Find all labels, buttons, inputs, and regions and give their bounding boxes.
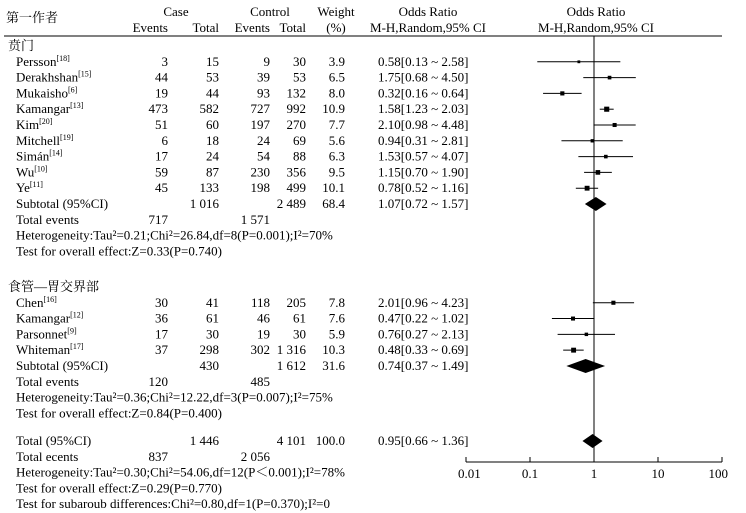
control-total: 205	[286, 294, 306, 310]
study-row	[16, 133, 468, 148]
case-events: 17	[155, 148, 168, 164]
study-row	[16, 54, 468, 69]
control-events: 302	[250, 342, 270, 358]
x-tick-label: 100	[708, 466, 728, 481]
control-events: 54	[257, 148, 270, 164]
summary-row	[16, 196, 468, 211]
case-events: 36	[155, 310, 168, 326]
header-or-left: Odds Ratio	[398, 4, 458, 19]
control-events: 118	[250, 294, 270, 310]
point-estimate	[571, 317, 575, 321]
control-total: 132	[286, 85, 306, 101]
summary-control-total: 1 612	[276, 357, 306, 373]
study-author: Wu[10]	[16, 164, 48, 180]
control-events: 93	[257, 85, 270, 101]
weight: 6.3	[328, 148, 345, 164]
control-events: 198	[250, 180, 270, 196]
case-events: 51	[155, 117, 168, 132]
header-or-left-method: M-H,Random,95% CI	[370, 20, 486, 35]
weight: 10.9	[322, 101, 345, 117]
summary-case-total: 1 016	[189, 196, 219, 211]
study-author: Simán[14]	[16, 148, 63, 164]
header-study: 第一作者	[6, 10, 59, 25]
header-control-total: Total	[279, 20, 306, 35]
control-total: 53	[293, 69, 306, 85]
control-events: 46	[257, 310, 270, 326]
point-estimate	[611, 301, 615, 305]
weight: 10.3	[322, 342, 345, 358]
study-row	[16, 311, 468, 326]
total-events-label: Total events	[16, 373, 79, 389]
case-total: 41	[206, 294, 219, 310]
case-events: 37	[155, 342, 168, 358]
control-total: 61	[293, 310, 306, 326]
case-total: 60	[206, 117, 219, 132]
study-author: Persson[18]	[16, 53, 70, 69]
control-events: 230	[250, 164, 270, 180]
weight: 9.5	[328, 164, 345, 180]
odds-ratio-ci: 0.76[0.27 ~ 2.13]	[378, 326, 469, 342]
case-events: 6	[161, 132, 168, 148]
point-estimate	[591, 139, 594, 142]
control-events: 24	[257, 132, 270, 148]
odds-ratio-ci: 0.47[0.22 ~ 1.02]	[378, 310, 469, 326]
study-row	[16, 295, 468, 310]
odds-ratio-ci: 1.53[0.57 ~ 4.07]	[378, 148, 469, 164]
study-author: Ye[11]	[16, 180, 43, 196]
control-total: 992	[286, 101, 306, 117]
point-estimate	[585, 186, 590, 191]
x-tick-label: 0.1	[521, 466, 539, 481]
header-weight-unit: (%)	[326, 20, 346, 35]
study-author: Whiteman[17]	[16, 342, 84, 358]
summary-weight: 100.0	[315, 433, 345, 448]
study-row	[16, 326, 468, 341]
control-total: 1 316	[276, 342, 306, 358]
control-events: 727	[250, 101, 270, 117]
total-events-row	[16, 374, 270, 389]
study-row	[16, 85, 468, 100]
odds-ratio-ci: 1.75[0.68 ~ 4.50]	[378, 69, 469, 85]
study-row	[16, 101, 468, 116]
summary-label: Subtotal (95%CI)	[16, 196, 109, 211]
point-estimate	[571, 348, 576, 353]
case-total: 582	[199, 101, 219, 117]
study-row	[16, 342, 468, 357]
case-events: 59	[155, 164, 168, 180]
case-total: 18	[206, 132, 219, 148]
total-events-case: 837	[148, 448, 168, 464]
weight: 3.9	[328, 53, 345, 69]
x-tick-label: 10	[651, 466, 665, 481]
summary-label: Total (95%CI)	[16, 433, 92, 448]
case-events: 17	[155, 326, 168, 342]
odds-ratio-ci: 2.01[0.96 ~ 4.23]	[378, 294, 469, 310]
case-total: 61	[206, 310, 219, 326]
table-body	[8, 38, 468, 511]
total-events-case: 717	[148, 211, 168, 227]
point-estimate	[560, 91, 564, 95]
case-events: 3	[161, 53, 168, 69]
study-author: Kamangar[12]	[16, 310, 84, 326]
table-header	[6, 4, 654, 35]
subgroup-title: 食管—胃交界部	[8, 278, 100, 294]
study-row	[16, 70, 468, 85]
header-control: Control	[250, 4, 290, 19]
study-author: Mitchell[19]	[16, 132, 74, 148]
summary-odds-ratio-ci: 0.74[0.37 ~ 1.49]	[378, 357, 469, 373]
header-case: Case	[163, 4, 189, 19]
header-case-total: Total	[192, 20, 219, 35]
summary-weight: 31.6	[322, 357, 345, 373]
control-events: 39	[257, 69, 270, 85]
case-total: 298	[199, 342, 219, 358]
case-total: 44	[206, 85, 219, 101]
weight: 7.7	[328, 117, 345, 132]
heterogeneity-total-text: Heterogeneity:Tau²=0.30;Chi²=54.06,df=12(P＜0.001);I²=78%	[16, 464, 345, 480]
total-diamond	[582, 434, 602, 448]
heterogeneity-text: Heterogeneity:Tau²=0.21;Chi²=26.84,df=8(P=0.001);I²=70%	[16, 227, 333, 243]
header-weight: Weight	[317, 4, 355, 19]
summary-row	[16, 358, 468, 373]
total-events-row	[16, 449, 271, 464]
point-estimate	[585, 333, 588, 336]
odds-ratio-ci: 0.78[0.52 ~ 1.16]	[378, 180, 469, 196]
control-total: 356	[286, 164, 306, 180]
summary-case-total: 1 446	[189, 433, 219, 448]
study-author: Parsonnet[9]	[16, 326, 77, 342]
odds-ratio-ci: 0.94[0.31 ~ 2.81]	[378, 132, 469, 148]
overall-effect-text: Test for overall effect:Z=0.33(P=0.740)	[16, 243, 222, 259]
control-total: 30	[293, 326, 306, 342]
case-events: 19	[155, 85, 168, 101]
total-events-row	[16, 212, 270, 227]
total-events-label: Total events	[16, 211, 79, 227]
case-total: 15	[206, 53, 219, 69]
study-author: Mukaisho[6]	[16, 85, 78, 101]
total-events-control: 2 056	[240, 448, 270, 464]
control-events: 9	[263, 53, 270, 69]
total-events-control: 1 571	[240, 211, 270, 227]
overall-total-text: Test for overall effect:Z=0.29(P=0.770)	[16, 480, 222, 496]
point-estimate	[613, 123, 617, 127]
control-events: 197	[250, 117, 270, 132]
case-total: 87	[206, 164, 219, 180]
subgroup-title: 贲门	[8, 38, 35, 53]
header-or-right-method: M-H,Random,95% CI	[538, 20, 654, 35]
summary-odds-ratio-ci: 0.95[0.66 ~ 1.36]	[378, 433, 469, 448]
study-author: Kamangar[13]	[16, 101, 84, 117]
odds-ratio-ci: 2.10[0.98 ~ 4.48]	[378, 117, 469, 132]
subtotal-diamond	[585, 197, 607, 211]
case-total: 53	[206, 69, 219, 85]
x-tick-label: 1	[590, 466, 598, 481]
study-row	[16, 149, 468, 164]
weight: 6.5	[328, 69, 345, 85]
case-events: 473	[148, 101, 168, 117]
point-estimate	[604, 155, 608, 159]
point-estimate	[577, 60, 580, 63]
control-total: 499	[286, 180, 306, 196]
weight: 10.1	[322, 180, 345, 196]
case-events: 30	[155, 294, 168, 310]
odds-ratio-ci: 0.58[0.13 ~ 2.58]	[378, 53, 469, 69]
control-events: 19	[257, 326, 270, 342]
odds-ratio-ci: 1.15[0.70 ~ 1.90]	[378, 164, 469, 180]
total-events-label: Total ecents	[16, 448, 79, 464]
summary-control-total: 4 101	[276, 433, 306, 448]
point-estimate	[608, 76, 612, 80]
weight: 7.8	[328, 294, 345, 310]
point-estimate	[604, 107, 609, 112]
summary-label: Subtotal (95%CI)	[16, 357, 109, 373]
header-case-events: Events	[132, 20, 168, 35]
weight: 5.6	[328, 132, 345, 148]
case-total: 24	[206, 148, 219, 164]
case-total: 133	[199, 180, 219, 196]
subgroup-differences-text: Test for subaroub differences:Chi²=0.80,df=1(P=0.370);I²=0	[16, 496, 330, 512]
summary-case-total: 430	[199, 357, 219, 373]
weight: 5.9	[328, 326, 345, 342]
summary-row	[16, 433, 468, 448]
study-author: Derakhshan[15]	[16, 69, 92, 85]
case-events: 45	[155, 180, 168, 196]
point-estimate	[596, 170, 601, 175]
header-or-right: Odds Ratio	[566, 4, 626, 19]
control-total: 69	[293, 132, 306, 148]
study-row	[16, 180, 468, 195]
case-total: 30	[206, 326, 219, 342]
summary-odds-ratio-ci: 1.07[0.72 ~ 1.57]	[378, 196, 469, 211]
weight: 8.0	[328, 85, 345, 101]
study-row	[16, 117, 468, 132]
summary-control-total: 2 489	[276, 196, 306, 211]
case-events: 44	[155, 69, 168, 85]
control-total: 88	[293, 148, 306, 164]
control-total: 270	[286, 117, 306, 132]
study-row	[16, 164, 468, 179]
weight: 7.6	[328, 310, 345, 326]
control-total: 30	[293, 53, 306, 69]
overall-effect-text: Test for overall effect:Z=0.84(P=0.400)	[16, 405, 222, 421]
x-tick-label: 0.01	[458, 466, 481, 481]
odds-ratio-ci: 0.32[0.16 ~ 0.64]	[378, 85, 469, 101]
subtotal-diamond	[566, 359, 605, 373]
odds-ratio-ci: 1.58[1.23 ~ 2.03]	[378, 101, 469, 117]
heterogeneity-text: Heterogeneity:Tau²=0.36;Chi²=12.22,df=3(P=0.007);I²=75%	[16, 389, 333, 405]
summary-weight: 68.4	[322, 196, 345, 211]
study-author: Chen[16]	[16, 294, 57, 310]
header-control-events: Events	[234, 20, 270, 35]
marks	[537, 60, 636, 448]
total-events-control: 485	[250, 373, 270, 389]
study-author: Kim[20]	[16, 117, 53, 132]
odds-ratio-ci: 0.48[0.33 ~ 0.69]	[378, 342, 469, 358]
total-events-case: 120	[148, 373, 168, 389]
plot-area	[458, 36, 728, 481]
